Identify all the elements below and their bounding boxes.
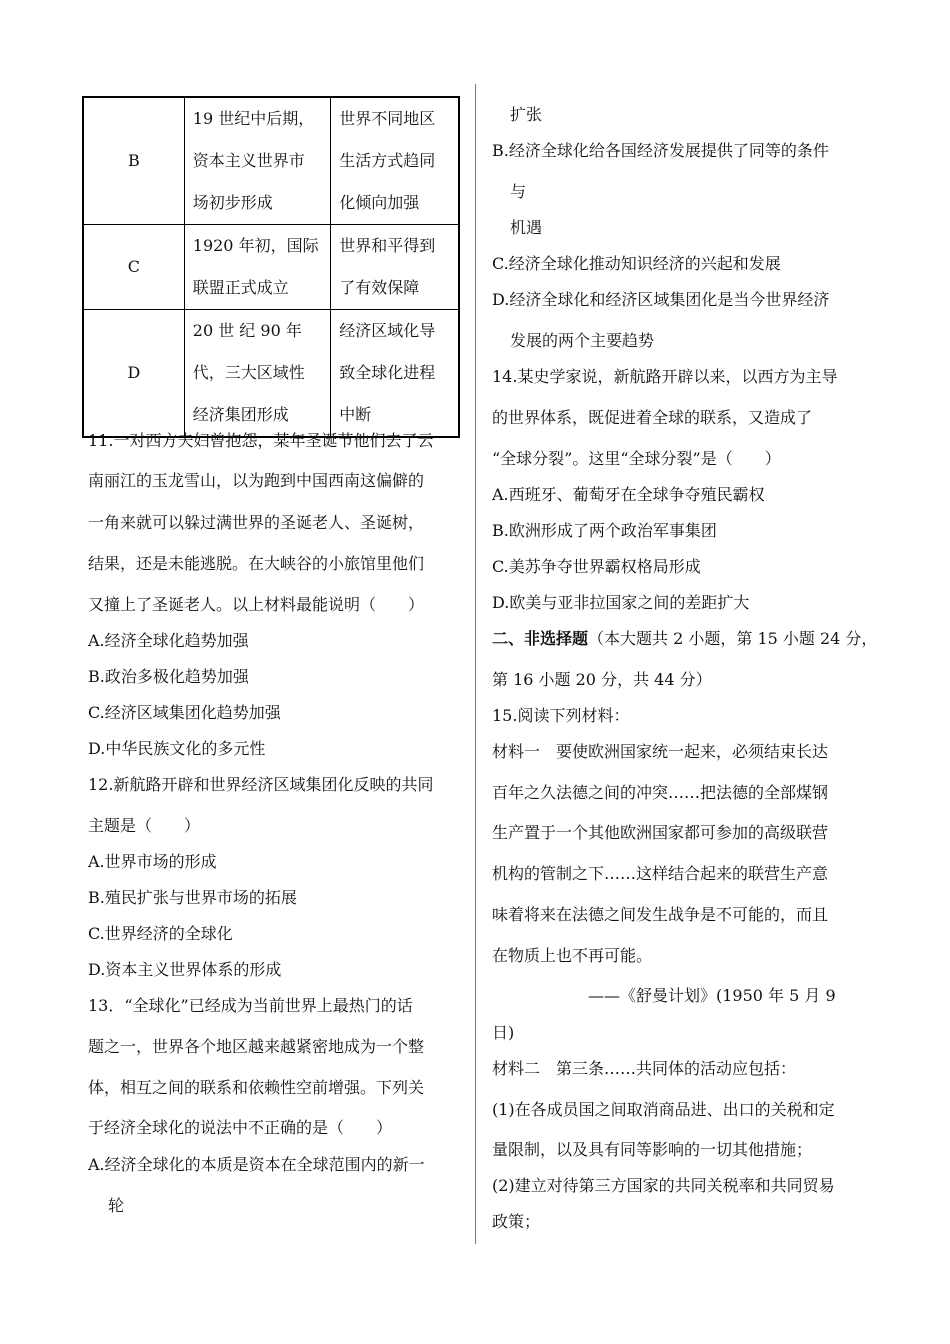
- column-divider: [475, 84, 476, 1244]
- answer-option: D.资本主义世界体系的形成: [88, 960, 282, 979]
- options-table: [82, 96, 460, 438]
- section-heading-line: 第 16 小题 20 分，共 44 分）: [492, 670, 712, 689]
- section-heading: [492, 626, 877, 649]
- material-source: ——《舒曼计划》(1950 年 5 月 9: [588, 986, 836, 1005]
- material-line: 量限制，以及具有同等影响的一切其他措施；: [492, 1140, 813, 1159]
- question-11-line: 南丽江的玉龙雪山，以为跑到中国西南这偏僻的: [88, 471, 425, 490]
- material-line: 生产置于一个其他欧洲国家都可参加的高级联营: [492, 823, 829, 842]
- question-15-line: 15.阅读下列材料：: [492, 706, 630, 725]
- material-line: 机构的管制之下……这样结合起来的联营生产意: [492, 864, 829, 883]
- option-era: 1920 年初，国际 联盟正式成立: [184, 225, 330, 310]
- answer-option: C.经济全球化推动知识经济的兴起和发展: [492, 254, 781, 273]
- answer-option-continued: 轮: [108, 1196, 125, 1215]
- material-line: 材料一 要使欧洲国家统一起来，必须结束长达: [492, 742, 829, 761]
- material-line: 味着将来在法德之间发生战争是不可能的，而且: [492, 905, 829, 924]
- question-13-line: 体，相互之间的联系和依赖性空前增强。下列关: [88, 1078, 425, 1097]
- answer-option: C.世界经济的全球化: [88, 924, 233, 943]
- answer-option: C.经济区域集团化趋势加强: [88, 703, 281, 722]
- material-line: 政策；: [492, 1212, 541, 1231]
- answer-option: B.经济全球化给各国经济发展提供了同等的条件: [492, 141, 829, 160]
- answer-option: A.经济全球化趋势加强: [88, 631, 249, 650]
- option-era: 20 世 纪 90 年 代，三大区域性 经济集团形成: [184, 310, 330, 438]
- question-14-line: 14.某史学家说，新航路开辟以来，以西方为主导: [492, 367, 838, 386]
- option-result: 经济区域化导 致全球化进程 中断: [331, 310, 459, 438]
- section-heading-note: （本大题共 2 小题，第 15 小题 24 分，: [588, 629, 878, 648]
- material-source: 日): [492, 1023, 515, 1042]
- question-11-line: 一角来就可以躲过满世界的圣诞老人、圣诞树，: [88, 513, 425, 532]
- answer-option: A.西班牙、葡萄牙在全球争夺殖民霸权: [492, 485, 765, 504]
- material-line: 材料二 第三条……共同体的活动应包括：: [492, 1059, 797, 1078]
- answer-option: A.世界市场的形成: [88, 852, 217, 871]
- answer-option: A.经济全球化的本质是资本在全球范围内的新一: [88, 1155, 425, 1174]
- material-line: 在物质上也不再可能。: [492, 946, 653, 965]
- answer-option: D.中华民族文化的多元性: [88, 739, 266, 758]
- section-heading-bold: 二、非选择题: [492, 629, 589, 648]
- option-era: 19 世纪中后期， 资本主义世界市 场初步形成: [184, 97, 330, 225]
- option-result: 世界不同地区 生活方式趋同 化倾向加强: [331, 97, 459, 225]
- question-11-line: 又撞上了圣诞老人。以上材料最能说明（ ）: [88, 595, 425, 614]
- answer-option: B.政治多极化趋势加强: [88, 667, 249, 686]
- question-12-line: 12.新航路开辟和世界经济区域集团化反映的共同: [88, 775, 434, 794]
- question-14-line: “全球分裂”。这里“全球分裂”是（ ）: [492, 449, 781, 468]
- answer-option-continued: 机遇: [510, 218, 543, 237]
- question-13-line: 13．“全球化”已经成为当前世界上最热门的话: [88, 996, 413, 1015]
- table-row: [83, 310, 459, 438]
- table-row: [83, 97, 459, 225]
- question-14-line: 的世界体系，既促进着全球的联系，又造成了: [492, 408, 813, 427]
- option-result: 世界和平得到 了有效保障: [331, 225, 459, 310]
- option-letter: C: [83, 225, 184, 310]
- answer-option: B.欧洲形成了两个政治军事集团: [492, 521, 717, 540]
- answer-option: B.殖民扩张与世界市场的拓展: [88, 888, 297, 907]
- question-11-line: 结果，还是未能逃脱。在大峡谷的小旅馆里他们: [88, 554, 425, 573]
- question-13-line: 题之一，世界各个地区越来越紧密地成为一个整: [88, 1037, 425, 1056]
- material-line: (1)在各成员国之间取消商品进、出口的关税和定: [492, 1100, 835, 1119]
- answer-option: D.欧美与亚非拉国家之间的差距扩大: [492, 593, 750, 612]
- question-13-line: 于经济全球化的说法中不正确的是（ ）: [88, 1118, 393, 1137]
- answer-option-continued: 与: [510, 182, 527, 201]
- option-letter: D: [83, 310, 184, 438]
- answer-option-continued: 发展的两个主要趋势: [510, 331, 655, 350]
- table-row: [83, 225, 459, 310]
- question-11-line: 11.一对西方夫妇曾抱怨，某年圣诞节他们去了云: [88, 431, 434, 450]
- material-line: (2)建立对待第三方国家的共同关税率和共同贸易: [492, 1176, 835, 1195]
- option-letter: B: [83, 97, 184, 225]
- answer-option: D.经济全球化和经济区域集团化是当今世界经济: [492, 290, 830, 309]
- material-line: 百年之久法德之间的冲突……把法德的全部煤钢: [492, 783, 829, 802]
- answer-option-continued: 扩张: [510, 105, 543, 124]
- question-12-line: 主题是（ ）: [88, 816, 201, 835]
- answer-option: C.美苏争夺世界霸权格局形成: [492, 557, 701, 576]
